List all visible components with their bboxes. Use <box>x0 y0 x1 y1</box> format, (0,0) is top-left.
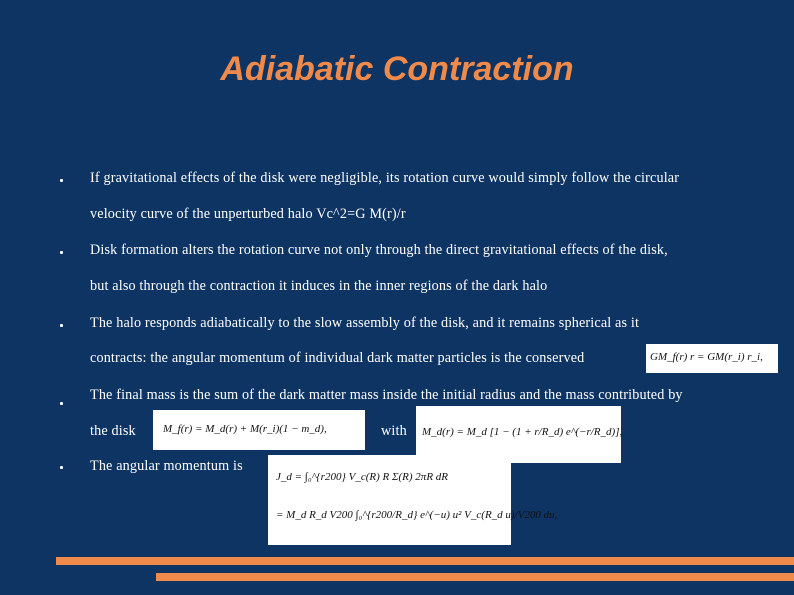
bullet-marker-4 <box>60 402 63 405</box>
formula-final-mass <box>153 410 365 450</box>
bullet-marker-2 <box>60 251 63 254</box>
formula-disk-mass-text: M_d(r) = M_d [1 − (1 + r/R_d) e^(−r/R_d)], <box>422 426 623 438</box>
formula-conserved-momentum <box>646 344 778 373</box>
formula-angular-momentum-line-1: J_d = ∫₀^{r200} V_c(R) R Σ(R) 2πR dR <box>276 471 449 483</box>
bullet-3-line-1: The halo responds adiabatically to the slow assembly of the disk, and it remains spherical as it <box>90 315 640 331</box>
formula-conserved-text: GM_f(r) r = GM(r_i) r_i, <box>650 351 763 363</box>
bullet-4-connector: with <box>381 423 407 439</box>
bullet-4-line-2: the disk <box>90 423 136 439</box>
decorative-bar-top <box>56 557 794 565</box>
formula-angular-momentum <box>268 455 558 545</box>
slide-title: Adiabatic Contraction <box>220 50 574 88</box>
decorative-bar-bottom <box>156 573 794 581</box>
bullet-marker-3 <box>60 324 63 327</box>
bullet-marker-1 <box>60 179 63 182</box>
bullet-2-line-2: but also through the contraction it induces in the inner regions of the dark halo <box>90 278 548 294</box>
bullet-3-line-2: contracts: the angular momentum of individual dark matter particles is the conserved <box>90 350 585 366</box>
formula-angular-momentum-line-2: = M_d R_d V200 ∫₀^{r200/R_d} e^(−u) u² V_c(R_d u)/V200 du, <box>276 509 558 521</box>
bullet-1-line-2: velocity curve of the unperturbed halo Vc^2=G M(r)/r <box>90 206 406 222</box>
bullet-1-line-1: If gravitational effects of the disk were negligible, its rotation curve would simply follow the circular <box>90 170 680 186</box>
bullet-5-line-1: The angular momentum is <box>90 458 243 474</box>
bullet-marker-5 <box>60 466 63 469</box>
bullet-2-line-1: Disk formation alters the rotation curve not only through the direct gravitational effects of the disk, <box>90 242 668 258</box>
bullet-4-line-1: The final mass is the sum of the dark matter mass inside the initial radius and the mass contributed by <box>90 387 683 403</box>
formula-final-mass-text: M_f(r) = M_d(r) + M(r_i)(1 − m_d), <box>163 423 327 435</box>
